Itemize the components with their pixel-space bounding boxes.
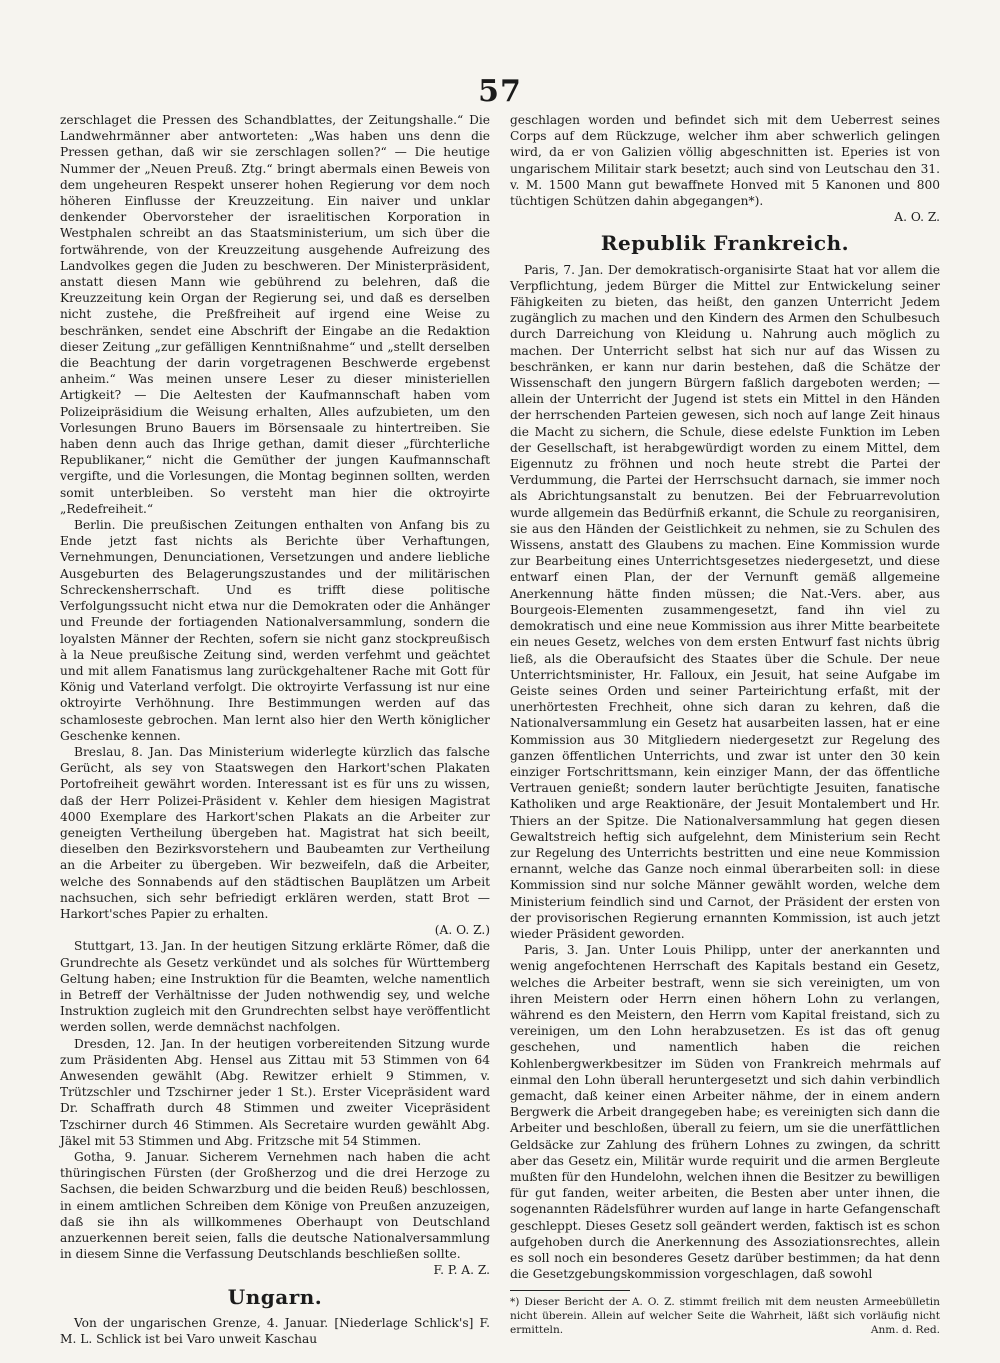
footnote-divider — [510, 1290, 630, 1291]
footnote — [510, 1295, 940, 1337]
section-heading-ungarn: Ungarn. — [227, 1284, 323, 1309]
page-number: 57 — [478, 74, 522, 109]
article-paragraph: geschlagen worden und befindet sich mit dem Ueberrest seines Corps auf dem Rückzuge, welcher ihm aber schwerlich gelingen wird, da er von Galizien völlig abgeschnitten ist. Eperies ist von ungarischem Militair stark besetzt; auch sind von Leutschau den 31. v. M. 1500 Mann gut bewaffnete Honved mit 5 Kanonen und 800 tüchtigen Schützen dahin abgegangen*). — [510, 113, 940, 209]
article-signature: F. P. A. Z. — [433, 1263, 490, 1278]
article-ungarn: Von der ungarischen Grenze, 4. Januar. [Niederlage Schlick's] F. M. L. Schlick ist bei Varo unweit Kaschau — [60, 1315, 490, 1347]
article-paragraph: zerschlaget die Pressen des Schandblattes, der Zeitungshalle.“ Die Landwehrmänner aber antworteten: „Was haben uns denn die Pressen gethan, daß wir sie zerschlagen sollen?“ — Die heutige Nummer der „Neuen Preuß. Ztg.“ bringt abermals einen Beweis von dem ungeheuren Respekt unserer hohen Regierung vor dem noch höheren Einflusse der Kreuzzeitung. Ein naiver und unklar denkender Obervorsteher der israelitischen Korporation in Westphalen schreibt an das Staatsministerium, um sich über die fortwährende, von der Kreuzzeitung ausgehende Aufreizung des Landvolkes gegen die Juden zu beschweren. Der Ministerpräsident, anstatt diesen Mann wie gebührend zu belehren, daß die Kreuzzeitung kein Organ der Regierung sei, und daß es derselben nicht zustehe, die Preßfreiheit auf irgend eine Weise zu beschränken, sendet eine Abschrift der Eingabe an die Redaktion dieser Zeitung „zur gefälligen Kenntnißnahme“ und „stellt derselben die Beachtung der darin vorgetragenen Beschwerde ergebenst anheim.“ Was meinen unsere Leser zu dieser ministeriellen Artigkeit? — Die Aeltesten der Kaufmannschaft haben vom Polizeipräsidium die Weisung erhalten, Alles aufzubieten, um den Vorlesungen Bruno Bauers im Börsensaale zu hintertreiben. Sie haben denn auch das Ihrige gethan, damit dieser „fürchterliche Republikaner,“ nicht die Gemüther der jungen Kaufmannschaft vergifte, und die Vorlesungen, die Montag beginnen sollten, werden somit unterbleiben. So versteht man hier die oktroyirte „Redefreiheit.“ — [60, 113, 490, 516]
article-gotha: Gotha, 9. Januar. Sicherem Vernehmen nach haben die acht thüringischen Fürsten (der Großherzog und die drei Herzoge zu Sachsen, die beiden Schwarzburg und die beiden Reuß) beschlossen, in einem amtlichen Schreiben dem Könige von Preußen anzuzeigen, daß sie ihn als willkommenes Oberhaupt von Deutschland anzuerkennen bereit seien, falls die deutsche Nationalversammlung in diesem Sinne die Verfassung Deutschlands beschließen sollte. — [60, 1150, 490, 1262]
article-paris-3-jan: Paris, 3. Jan. Unter Louis Philipp, unter der anerkannten und wenig angefochtenen Herrschaft des Kapitals bestand ein Gesetz, welches die Arbeiter bestraft, wenn sie sich vereinigten, um von ihren Meistern oder Herrn einen höhern Lohn zu verlangen, während es den Meistern, den Herrn vom Kapital freistand, sich zu vereinigen, um den Lohn herabzusetzen. Es ist das oft genug geschehen, und namentlich haben die reichen Kohlenbergwerkbesitzer im Süden von Frankreich mehrmals auf einmal den Lohn überall heruntergesetzt und sich dahin verbindlich gemacht, daß keiner einen Arbeiter nähme, der in einem andern Bergwerk die Arbeit drangegeben habe; es vereinigten sich dann die Arbeiter und beschloßen, überall zu feiern, um sie die unerfättlichen Geldsäcke zur Zahlung des frühern Lohnes zu zwingen, da schritt aber das Gesetz ein, Militär wurde requirit und die armen Bergleute mußten für den Hundelohn, welchen ihnen die Besitzer zu bewilligen für gut fanden, weiter arbeiten, die Besten aber unter ihnen, die sogenannten Rädelsführer wurden auf lange in harte Gefangenschaft geschleppt. Dieses Gesetz soll geändert werden, faktisch ist es schon aufgehoben durch die Anerkennung des Assoziationsrechtes, allein es soll noch ein besonderes Gesetz darüber bestimmen; da hat denn die Gesetzgebungskommission vorgeschlagen, daß sowohl — [510, 943, 940, 1282]
article-signature: (A. O. Z.) — [434, 923, 490, 938]
columns — [60, 112, 940, 1347]
left-column — [60, 112, 490, 1347]
footnote-text: *) Dieser Bericht der A. O. Z. stimmt freilich mit dem neusten Armeebülletin nicht überein. Allein auf welcher Seite die Wahrheit, läßt sich vorläufig nicht ermitteln. — [510, 1296, 940, 1337]
article-breslau: Breslau, 8. Jan. Das Ministerium widerlegte kürzlich das falsche Gerücht, als sey von Staatswegen den Harkort'schen Plakaten Portofreiheit gewährt worden. Interessant ist es für uns zu wissen, daß der Herr Polizei-Präsident v. Kehler dem hiesigen Magistrat 4000 Exemplare des Harkort'schen Plakats an die Arbeiter zur geneigten Vertheilung übergeben hat. Magistrat hat sich beeilt, dieselben den Bezirksvorstehern und Baubeamten zur Vertheilung an die Arbeiter zu übergeben. Wir bezweifeln, daß die Arbeiter, welche des Sonnabends auf den städtischen Bauplätzen um Arbeit nachsuchen, sich sehr befriedigt erklären werden, statt Brot — Harkort'sches Papier zu erhalten. — [60, 744, 490, 921]
article-stuttgart: Stuttgart, 13. Jan. In der heutigen Sitzung erklärte Römer, daß die Grundrechte als Gesetz verkündet und als solches für Württemberg Geltung haben; eine Instruktion für die Beamten, welche namentlich in Betreff der Verhältnisse der Juden nothwendig sey, und welche Instruktion zugleich mit den Grundrechten selbst haye veröffentlicht werden sollen, werde demnächst nachfolgen. — [60, 939, 490, 1035]
article-signature: A. O. Z. — [894, 210, 940, 225]
right-column — [510, 112, 940, 1347]
footnote-signature: Anm. d. Red. — [870, 1324, 940, 1337]
article-dresden: Dresden, 12. Jan. In der heutigen vorbereitenden Sitzung wurde zum Präsidenten Abg. Hensel aus Zittau mit 53 Stimmen von 64 Anwesenden gewählt (Abg. Rewitzer erhielt 9 Stimmen, v. Trützschler und Tzschirner jeder 1 St.). Erster Vicepräsident ward Dr. Schaffrath durch 48 Stimmen und zweiter Vicepräsident Tzschirner durch 46 Stimmen. Als Secretaire wurden gewählt Abg. Jäkel mit 53 Stimmen und Abg. Fritzsche mit 54 Stimmen. — [60, 1036, 490, 1148]
section-heading-frankreich: Republik Frankreich. — [600, 231, 850, 256]
article-paris-7-jan: Paris, 7. Jan. Der demokratisch-organisirte Staat hat vor allem die Verpflichtung, jedem Bürger die Mittel zur Entwickelung seiner Fähigkeiten zu bieten, das heißt, den ganzen Unterricht Jedem zugänglich zu machen und den Kindern des Armen den Schulbesuch durch Darreichung von Kleidung u. Nahrung auch möglich zu machen. Der Unterricht selbst hat sich nur auf das Wissen zu beschränken, er kann nur darin bestehen, daß die Schätze der Wissenschaft den jungern Bürgern faßlich dargeboten werden; — allein der Unterricht der Jugend ist stets ein Mittel in den Händen der herrschenden Parteien gewesen, sich noch auf lange Zeit hinaus die Macht zu sichern, die Schule, diese edelste Funktion im Leben der Gesellschaft, ist herabgewürdigt worden zu einem Mittel, dem Eigennutz zu fröhnen und noch heute strebt die Partei der Verdummung, die Partei der Herrschsucht darnach, sie immer noch als Abrichtungsanstalt zu benutzen. Bei der Februarrevolution wurde allgemein das Bedürfniß erkannt, die Schule zu reorganisiren, sie aus den Händen der Geistlichkeit zu nehmen, sie zu Schulen des Wissens, anstatt des Glaubens zu machen. Eine Kommission wurde zur Bearbeitung eines Unterrichtsgesetzes niedergesetzt, und diese entwarf einen Plan, der der Vernunft gemäß allgemeine Anerkennung hätte finden müssen; die Nat.-Vers. aber, aus Bourgeois-Elementen zusammengesetzt, fand ihn viel zu demokratisch und eine neue Kommission aus ihrer Mitte bearbeitete ein neues Gesetz, welches von dem ersten Entwurf fast nichts übrig ließ, als die Oberaufsicht des Staates über die Schule. Der neue Unterrichtsminister, Hr. Falloux, ein Jesuit, hat seine Aufgabe im Geiste seines Orden und seiner Parteirichtung erfaßt, mit der unerhörtesten Frechheit, ohne sich daran zu kehren, daß die Nationalversammlung ein Gesetz hat ausarbeiten lassen, hat er eine Kommission aus 30 Mitgliedern niedergesetzt zur Regelung des ganzen öffentlichen Unterrichts, und zwar ist unter den 30 kein einziger Fortschrittsmann, kein einziger Mann, der das öffentliche Vertrauen genießt; sondern lauter berüchtigte Jesuiten, fanatische Katholiken und arge Reaktionäre, der Jesuit Montalembert und Hr. Thiers an der Spitze. Die Nationalversammlung hat gegen diesen Gewaltstreich heftig sich aufgelehnt, dem Ministerium sein Recht zur Regelung des Unterrichts bestritten und eine neue Kommission ernannt, welche das Ganze noch einmal überarbeiten soll: in diese Kommission sind nur solche Männer gewählt worden, welche dem Ministerium feindlich sind und Carnot, der Präsident der ersten von der provisorischen Regierung ernannten Kommission, ist auch jetzt wieder Präsident geworden. — [510, 262, 940, 941]
article-berlin: Berlin. Die preußischen Zeitungen enthalten von Anfang bis zu Ende jetzt fast nichts als Berichte über Verhaftungen, Vernehmungen, Denunciationen, Versetzungen und andere liebliche Ausgeburten des Belagerungszustandes und der militärischen Schreckensherrschaft. Und es trifft diese politische Verfolgungssucht nicht etwa nur die Demokraten oder die Anhänger und Freunde der fortiagenden Nationalversammlung, sondern die loyalsten Männer der Rechten, sofern sie nicht ganz stockpreußisch à la Neue preußische Zeitung sind, werden verfehmt und geächtet und mit allem Fanatismus lang zurückgehaltener Rache mit Gott für König und Vaterland verfolgt. Die oktroyirte Verfassung ist nur eine oktroyirte Verhöhnung. Ihre Bestimmungen werden auf das schamloseste gebrochen. Man lernt also hier den Werth königlicher Geschenke kennen. — [60, 518, 490, 743]
